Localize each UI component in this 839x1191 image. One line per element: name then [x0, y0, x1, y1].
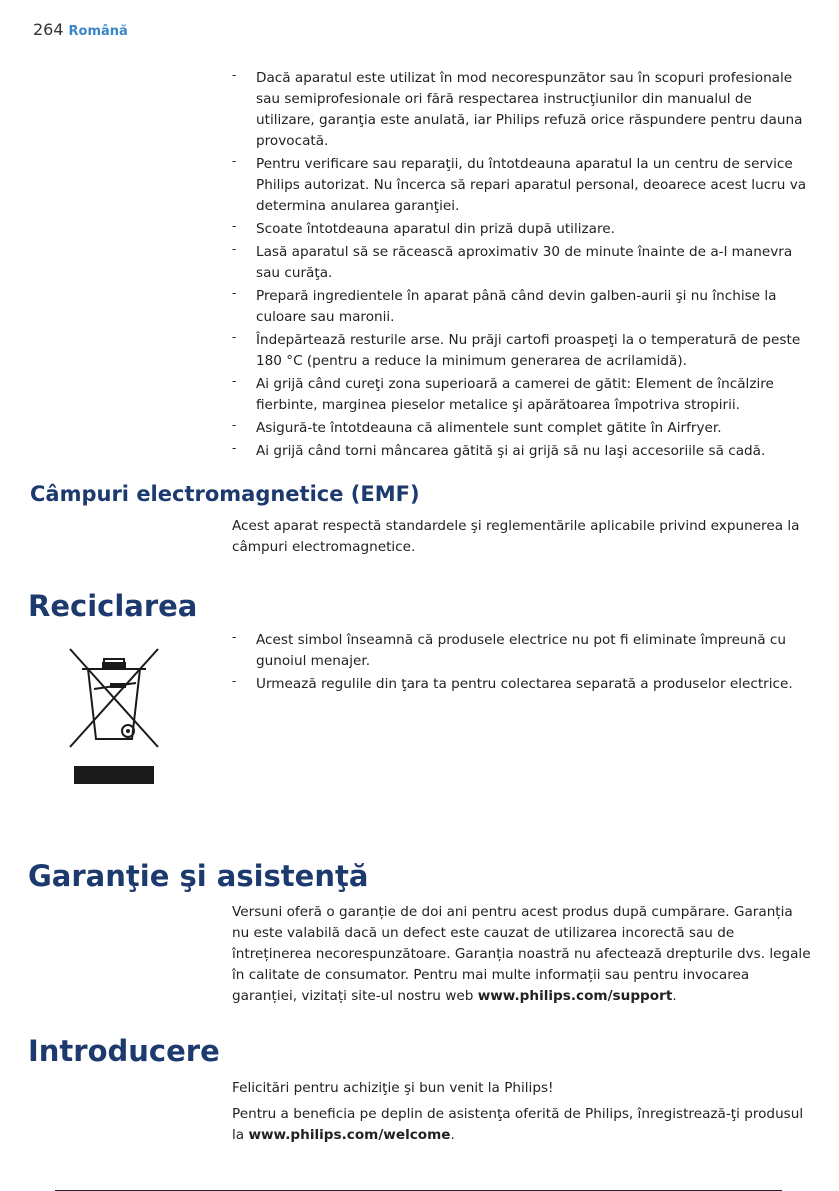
- dash-marker: -: [232, 154, 237, 168]
- dash-marker: -: [232, 219, 237, 233]
- list-item: - Acest simbol înseamnă că produsele electrice nu pot fi eliminate împreună cu gunoiul menajer.: [232, 630, 812, 672]
- list-item: - Scoate întotdeauna aparatul din priză după utilizare.: [232, 219, 812, 240]
- intro-text-1: Felicitări pentru achiziţie şi bun venit la Philips!: [232, 1080, 554, 1096]
- list-item: - Asigură-te întotdeauna că alimentele sunt complet gătite în Airfryer.: [232, 418, 812, 439]
- dash-marker: -: [232, 441, 237, 455]
- dash-marker: -: [232, 242, 237, 256]
- weee-crossed-bin-icon: [62, 643, 166, 793]
- warranty-heading: Garanţie şi asistenţă: [28, 859, 369, 893]
- list-item: - Prepară ingredientele în aparat până când devin galben-aurii şi nu închise la culoare sau maronii.: [232, 286, 812, 328]
- dash-marker: -: [232, 68, 237, 82]
- intro-heading: Introducere: [28, 1034, 220, 1068]
- welcome-link[interactable]: www.philips.com/welcome: [248, 1127, 451, 1143]
- list-item: - Lasă aparatul să se răcească aproximativ 30 de minute înainte de a-l manevra sau curăţa.: [232, 242, 812, 284]
- dash-marker: -: [232, 674, 237, 688]
- safety-list: [232, 68, 812, 464]
- list-item: - Pentru verificare sau reparaţii, du întotdeauna aparatul la un centru de service Philips autorizat. Nu încerca să repari aparatul personal, deoarece acest lucru va determina anularea garanţiei.: [232, 154, 812, 217]
- page-header: [33, 20, 128, 42]
- list-item: - Ai grijă când torni mâncarea gătită şi ai grijă să nu laşi accesoriile să cadă.: [232, 441, 812, 462]
- recycling-list: [232, 630, 812, 697]
- list-item: - Urmează regulile din ţara ta pentru colectarea separată a produselor electrice.: [232, 674, 812, 695]
- emf-text: Acest aparat respectă standardele şi reglementările aplicabile privind expunerea la câmpuri electromagnetice.: [232, 518, 800, 555]
- intro-text-2: Pentru a beneficia pe deplin de asistenţa oferită de Philips, înregistrează-ţi produsul la www.philips.com/welcome.: [232, 1106, 804, 1143]
- dash-marker: -: [232, 286, 237, 300]
- language-label: Română: [68, 24, 128, 39]
- dash-marker: -: [232, 374, 237, 388]
- list-item: - Ai grijă când cureţi zona superioară a camerei de gătit: Element de încălzire fierbinte, marginea pieselor metalice şi apărătoarea împotriva stropirii.: [232, 374, 812, 416]
- list-item: - Îndepărtează resturile arse. Nu prăji cartofi proaspeţi la o temperatură de peste 180 °C (pentru a reduce la minimum generarea de acrilamidă).: [232, 330, 812, 372]
- support-link[interactable]: www.philips.com/support: [477, 988, 673, 1004]
- warranty-text: Versuni oferă o garanție de doi ani pentru acest produs după cumpărare. Garanția nu este valabilă dacă un defect este cauzat de utilizarea incorectă sau de întreținerea necorespunzătoare. Garanția noastră nu afectează drepturile dvs. legale în calitate de consumator. Pentru mai multe informații sau pentru invocarea garanției, vizitați site-ul nostru web www.philips.com/support.: [232, 904, 811, 1004]
- dash-marker: -: [232, 330, 237, 344]
- dash-marker: -: [232, 630, 237, 644]
- page-number: 264: [33, 20, 64, 39]
- emf-heading: Câmpuri electromagnetice (EMF): [30, 482, 420, 506]
- dash-marker: -: [232, 418, 237, 432]
- recycling-heading: Reciclarea: [28, 589, 198, 623]
- list-item: - Dacă aparatul este utilizat în mod necorespunzător sau în scopuri profesionale sau semiprofesionale ori fără respectarea instrucţiunilor din manualul de utilizare, garanţia este anulată, iar Philips refuză orice răspundere pentru dauna provocată.: [232, 68, 812, 152]
